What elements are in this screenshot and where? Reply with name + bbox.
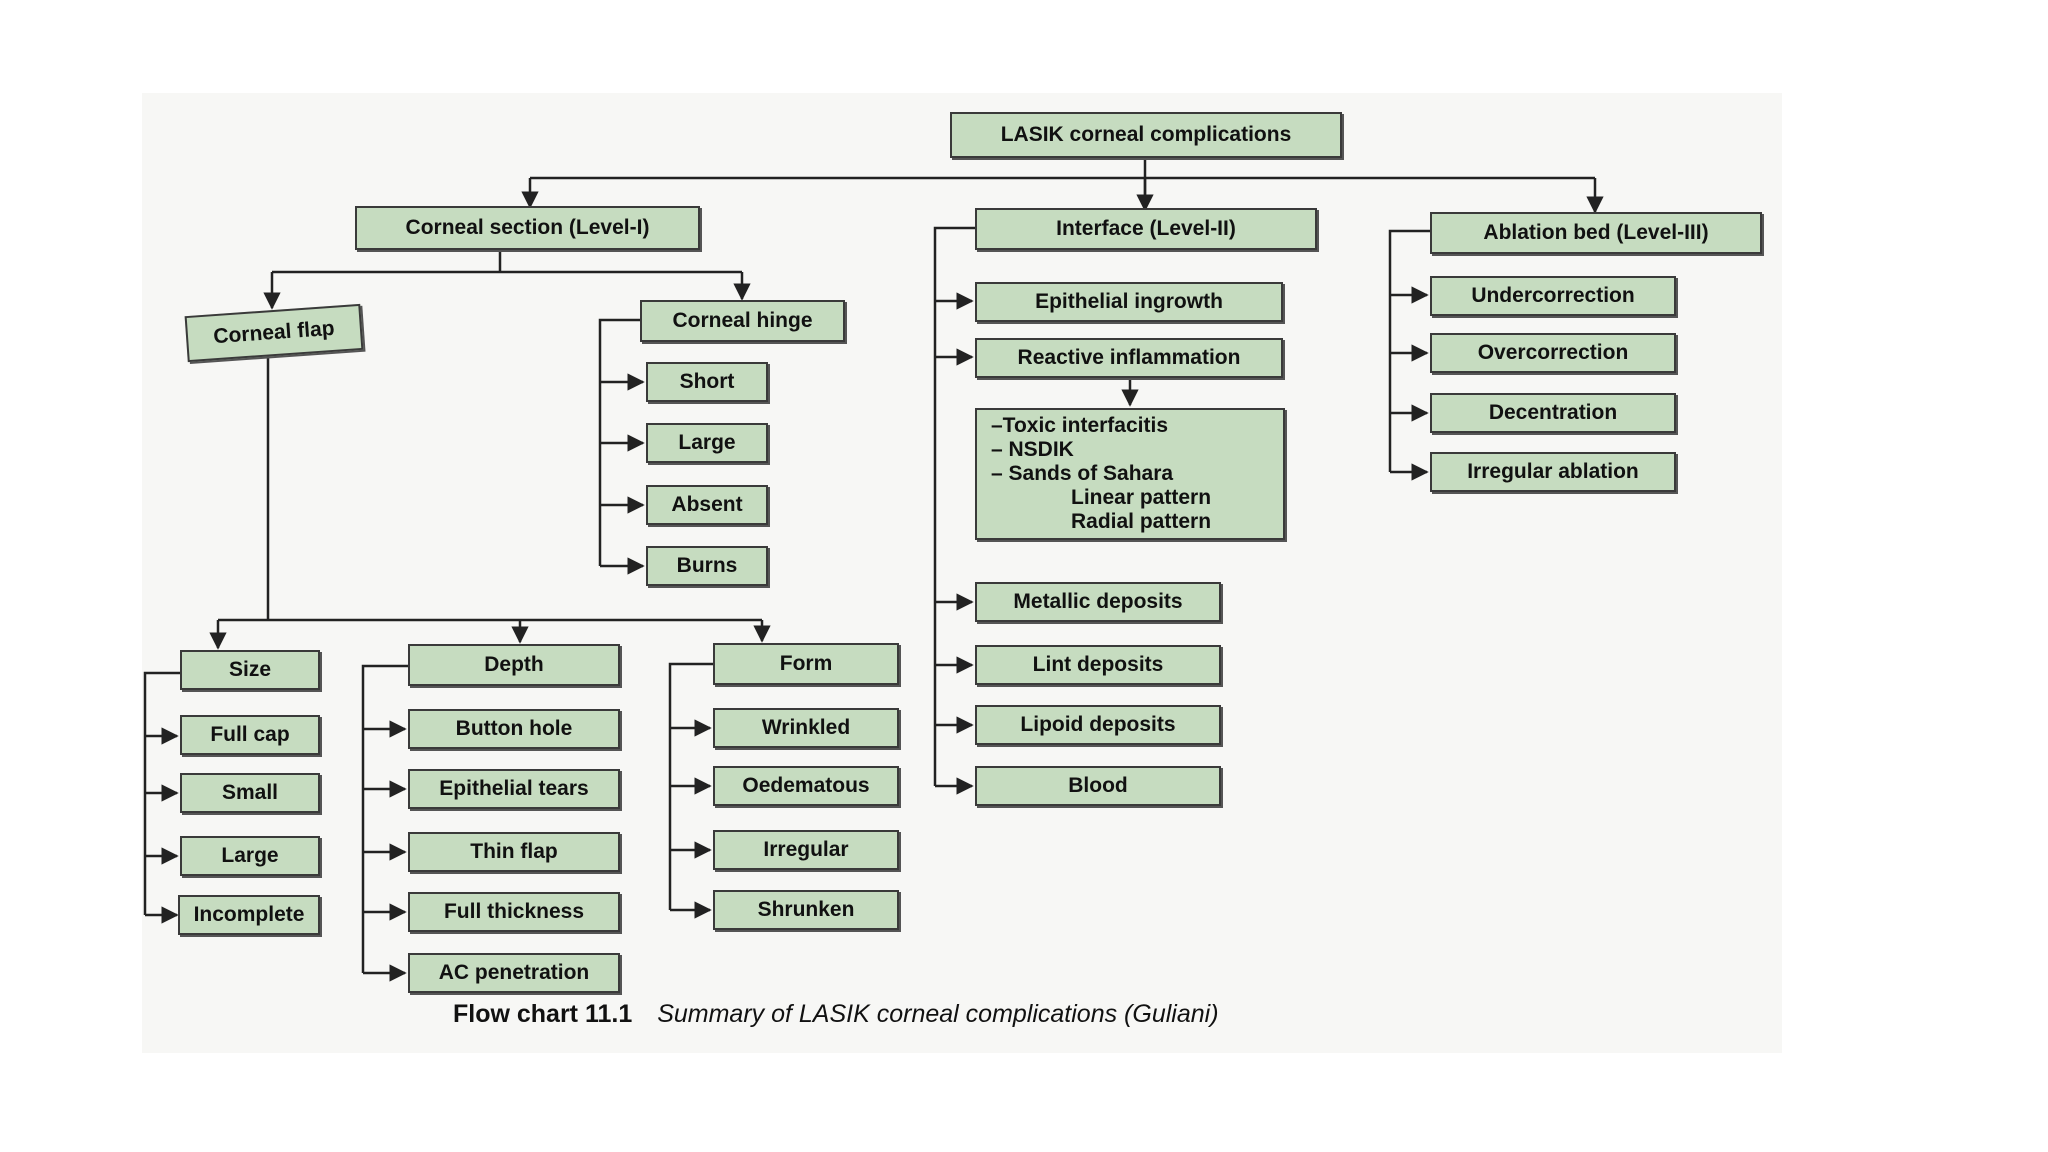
hinge-item: Short: [646, 362, 768, 402]
interface-node: Interface (Level-II): [975, 208, 1317, 250]
form-item: Irregular: [713, 830, 899, 870]
depth-item: Button hole: [408, 709, 620, 749]
epithelial-ingrowth-node: Epithelial ingrowth: [975, 282, 1283, 322]
depth-item: AC penetration: [408, 953, 620, 993]
depth-node: Depth: [408, 644, 620, 686]
ablation-item: Overcorrection: [1430, 333, 1676, 373]
form-item: Shrunken: [713, 890, 899, 930]
size-item: Full cap: [180, 715, 320, 755]
caption-label: Flow chart 11.1: [453, 1000, 633, 1028]
interface-item: Lint deposits: [975, 645, 1221, 685]
corneal-section-node: Corneal section (Level-I): [355, 206, 700, 250]
corneal-hinge-node: Corneal hinge: [640, 300, 845, 342]
hinge-item: Large: [646, 423, 768, 463]
interface-item: Metallic deposits: [975, 582, 1221, 622]
ablation-item: Decentration: [1430, 393, 1676, 433]
reactive-inflammation-subtypes: [975, 408, 1285, 540]
radial-pattern-text: Radial pattern: [1071, 510, 1212, 533]
ablation-item: Irregular ablation: [1430, 452, 1676, 492]
depth-item: Thin flap: [408, 832, 620, 872]
corneal-flap-node: Corneal flap: [185, 304, 364, 362]
form-item: Oedematous: [713, 766, 899, 806]
toxic-interfacitis-text: –Toxic interfacitis: [991, 414, 1169, 437]
linear-pattern-text: Linear pattern: [1071, 486, 1212, 509]
ablation-item: Undercorrection: [1430, 276, 1676, 316]
depth-item: Full thickness: [408, 892, 620, 932]
figure-caption: [453, 1000, 1219, 1029]
size-item: Large: [180, 836, 320, 876]
hinge-item: Burns: [646, 546, 768, 586]
interface-item: Lipoid deposits: [975, 705, 1221, 745]
depth-item: Epithelial tears: [408, 769, 620, 809]
sands-of-sahara-text: – Sands of Sahara: [991, 462, 1174, 485]
form-item: Wrinkled: [713, 708, 899, 748]
size-item: Small: [180, 773, 320, 813]
root-node: LASIK corneal complications: [950, 112, 1342, 158]
form-node: Form: [713, 643, 899, 685]
hinge-item: Absent: [646, 485, 768, 525]
size-item: Incomplete: [178, 895, 320, 935]
nsdik-text: – NSDIK: [991, 438, 1074, 461]
interface-item: Blood: [975, 766, 1221, 806]
ablation-bed-node: Ablation bed (Level-III): [1430, 212, 1762, 254]
size-node: Size: [180, 650, 320, 690]
caption-text: Summary of LASIK corneal complications (Guliani): [657, 1000, 1219, 1028]
reactive-inflammation-node: Reactive inflammation: [975, 338, 1283, 378]
